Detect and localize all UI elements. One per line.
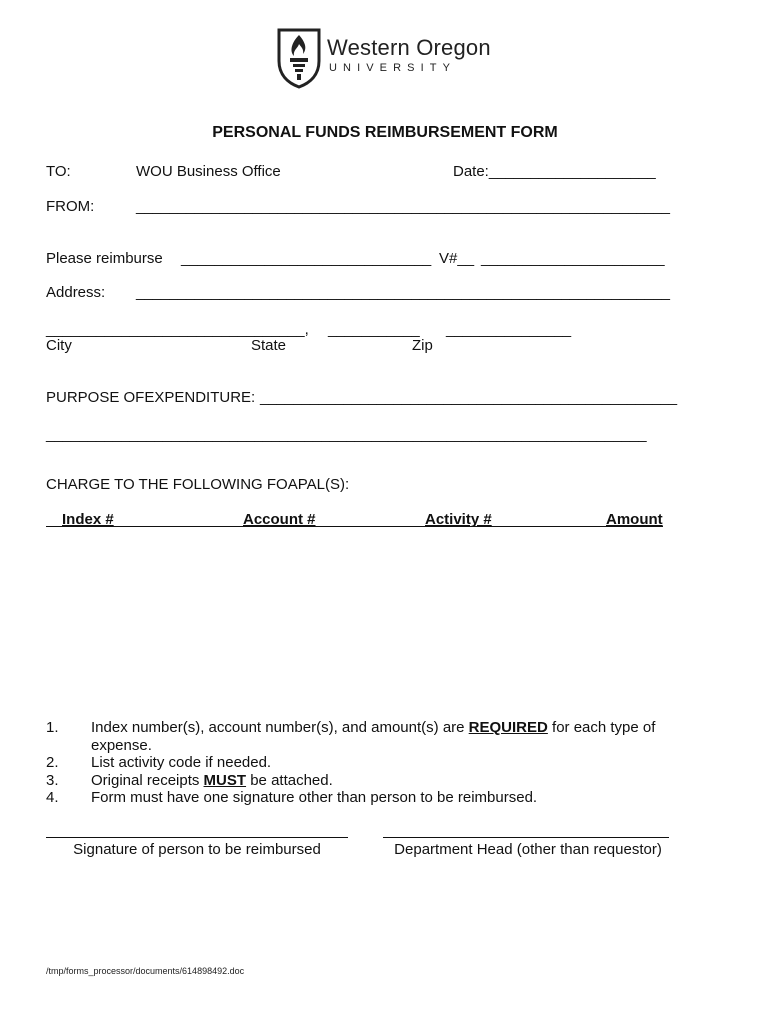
list-text: Form must have one signature other than person to be reimbursed.: [91, 789, 538, 806]
list-item: [46, 772, 686, 790]
list-number: 3.: [46, 771, 59, 789]
reimburse-name-field[interactable]: ______________________________: [181, 250, 432, 267]
purpose-field-2[interactable]: ________________________________________________________________________: [46, 426, 647, 443]
city-label: City: [46, 337, 72, 354]
logo-wordmark: Western Oregon: [327, 35, 491, 60]
purpose-label: PURPOSE OFEXPENDITURE:: [46, 389, 256, 406]
reimburse-extra-field[interactable]: ______________________: [481, 250, 665, 267]
state-field[interactable]: ___________: [328, 321, 420, 338]
signature-line-right[interactable]: [383, 837, 669, 838]
column-index: Index #: [62, 511, 114, 528]
zip-label: Zip: [412, 337, 433, 354]
list-item: [46, 719, 686, 754]
address-field[interactable]: ________________________________________________________________: [136, 284, 670, 301]
city-field[interactable]: _______________________________,: [46, 321, 309, 338]
instructions-list: [46, 719, 686, 807]
list-number: 4.: [46, 789, 59, 806]
must-emphasis: MUST: [203, 771, 247, 789]
list-item: [46, 754, 686, 772]
reimburse-label: Please reimburse: [46, 250, 163, 267]
address-label: Address:: [46, 284, 106, 301]
required-emphasis: REQUIRED: [468, 719, 548, 736]
to-value: WOU Business Office: [136, 163, 281, 180]
list-number: 2.: [46, 754, 59, 771]
column-account: Account #: [243, 511, 316, 528]
torch-shield-icon: [276, 27, 322, 89]
foapal-header-rule: [46, 526, 663, 527]
list-text: Original receipts: [91, 771, 204, 789]
signature-label-requestor: Signature of person to be reimbursed: [73, 841, 321, 858]
signature-label-department-head: Department Head (other than requestor): [394, 841, 662, 858]
form-title: PERSONAL FUNDS REIMBURSEMENT FORM: [212, 124, 558, 141]
list-text: List activity code if needed.: [91, 754, 272, 771]
document-path: /tmp/forms_processor/documents/614898492.doc: [46, 966, 245, 976]
list-text: for each type of expense.: [91, 719, 656, 754]
column-amount: Amount: [606, 511, 663, 528]
list-text: Index number(s), account number(s), and amount(s) are: [91, 719, 469, 736]
list-item: [46, 789, 686, 807]
list-text: be attached.: [246, 771, 333, 789]
university-logo: [276, 27, 498, 89]
purpose-field[interactable]: __________________________________________________: [260, 389, 678, 406]
signature-line-left[interactable]: [46, 837, 348, 838]
zip-field[interactable]: _______________: [446, 321, 572, 338]
state-label: State: [251, 337, 287, 354]
list-number: 1.: [46, 719, 59, 736]
from-label: FROM:: [46, 198, 95, 215]
logo-subtitle: UNIVERSITY: [329, 62, 457, 74]
foapal-heading: CHARGE TO THE FOLLOWING FOAPAL(S):: [46, 476, 350, 493]
from-field[interactable]: ________________________________________________________________: [136, 198, 670, 215]
date-field[interactable]: Date:____________________: [453, 163, 656, 180]
vendor-number-field[interactable]: V#__: [439, 250, 475, 267]
to-label: TO:: [46, 163, 71, 180]
column-activity: Activity #: [425, 511, 492, 528]
